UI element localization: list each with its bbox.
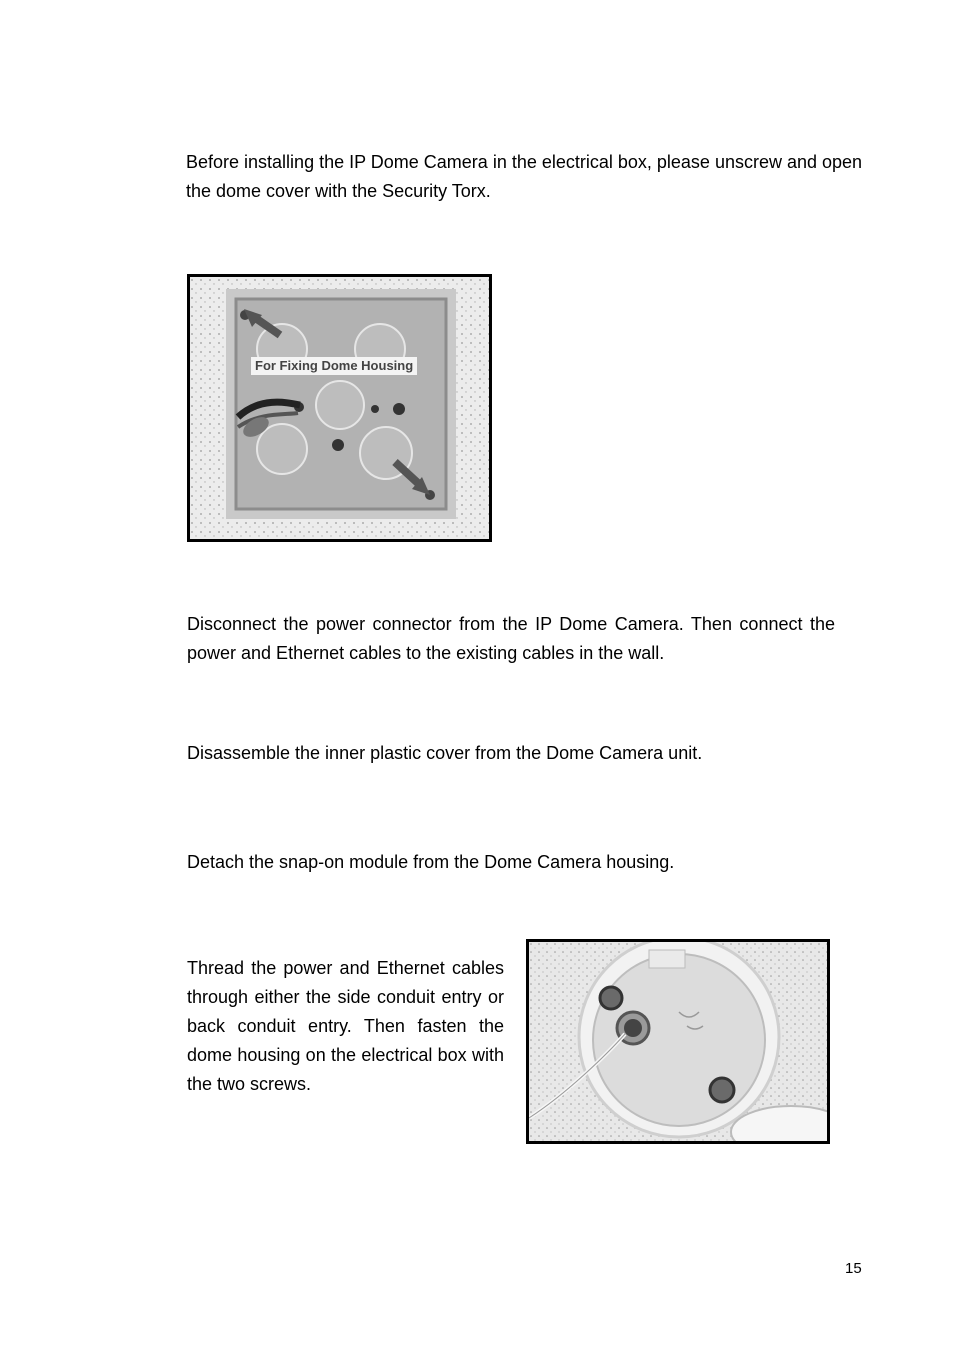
paragraph-snap-on: Detach the snap-on module from the Dome Camera housing. <box>187 852 675 872</box>
electrical-box-photo <box>187 274 492 542</box>
dome-housing-photo <box>526 939 830 1144</box>
paragraph-thread-cables: Thread the power and Ethernet cables through either the side conduit entry or back conduit entry. Then fasten the dome housing on the electrical box with the two screws. <box>187 958 504 1094</box>
paragraph-open-cover: Before installing the IP Dome Camera in the electrical box, please unscrew and open the dome cover with the Security Torx. <box>186 152 863 201</box>
fixing-callout-label: For Fixing Dome Housing <box>251 357 417 375</box>
page-number: 15 <box>845 1260 862 1277</box>
paragraph-inner-cover: Disassemble the inner plastic cover from the Dome Camera unit. <box>187 743 703 763</box>
paragraph-disconnect-power: Disconnect the power connector from the IP Dome Camera. Then connect the power and Ethernet cables to the existing cables in the wall. <box>187 614 835 663</box>
